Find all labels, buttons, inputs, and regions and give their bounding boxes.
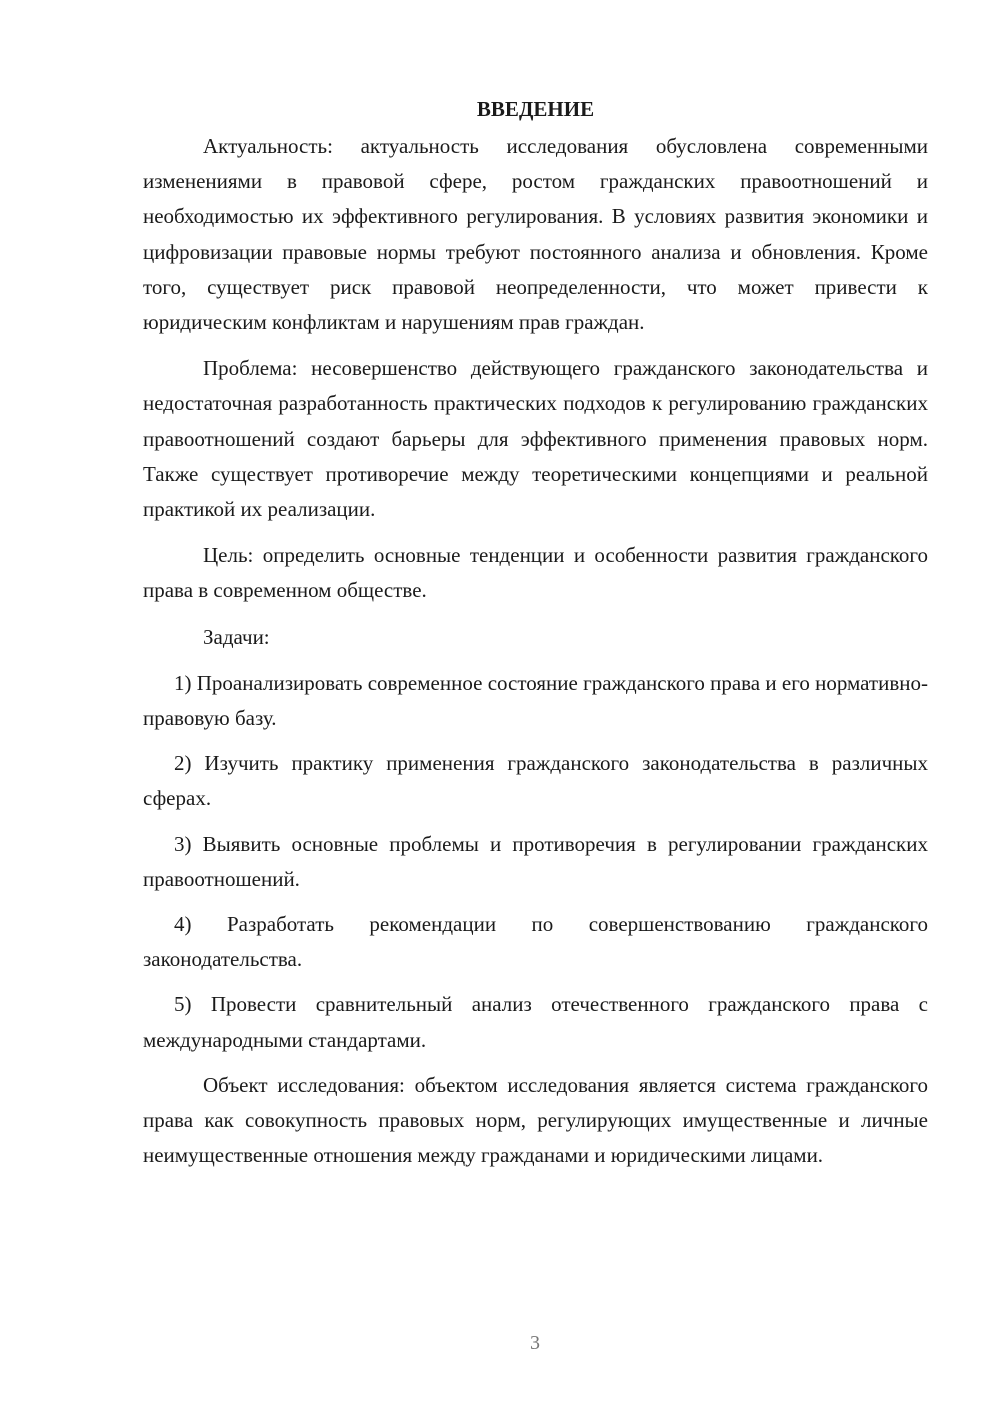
page-title: ВВЕДЕНИЕ	[476, 97, 595, 121]
list-item: 4) Разработать рекомендации по совершенствованию гражданского законодательства.	[143, 912, 928, 972]
goal-paragraph: Цель: определить основные тенденции и особенности развития гражданского права в современном обществе.	[143, 543, 928, 603]
object-paragraph: Объект исследования: объектом исследования является система гражданского права как совокупность правовых норм, регулирующих имущественные и личные неимущественные отношения между гражданами и юридическими лицами.	[143, 1072, 928, 1168]
list-item: 3) Выявить основные проблемы и противоречия в регулировании гражданских правоотношений.	[143, 831, 928, 891]
document-page	[143, 92, 928, 1184]
list-item: 2) Изучить практику применения гражданского законодательства в различных сферах.	[143, 751, 928, 811]
list-item: 5) Провести сравнительный анализ отечественного гражданского права с международными стандартами.	[143, 992, 928, 1052]
relevance-paragraph: Актуальность: актуальность исследования обусловлена современными изменениями в правовой сфере, ростом гражданских правоотношений и необходимостью их эффективного регулирования. В условиях развития экономики и цифровизации правовые нормы требуют постоянного анализа и обновления. Кроме того, существует риск правовой неопределенности, что может привести к юридическим конфликтам и нарушениям прав граждан.	[143, 134, 928, 335]
problem-paragraph: Проблема: несовершенство действующего гражданского законодательства и недостаточная разработанность практических подходов к регулированию гражданских правоотношений создают барьеры для эффективного применения правовых норм. Также существует противоречие между теоретическими концепциями и реальной практикой их реализации.	[143, 356, 928, 522]
list-item: 1) Проанализировать современное состояние гражданского права и его нормативно-правовую базу.	[143, 670, 928, 731]
tasks-label: Задачи:	[203, 624, 270, 649]
page-number: 3	[530, 1332, 540, 1354]
tasks-list	[143, 666, 928, 1058]
